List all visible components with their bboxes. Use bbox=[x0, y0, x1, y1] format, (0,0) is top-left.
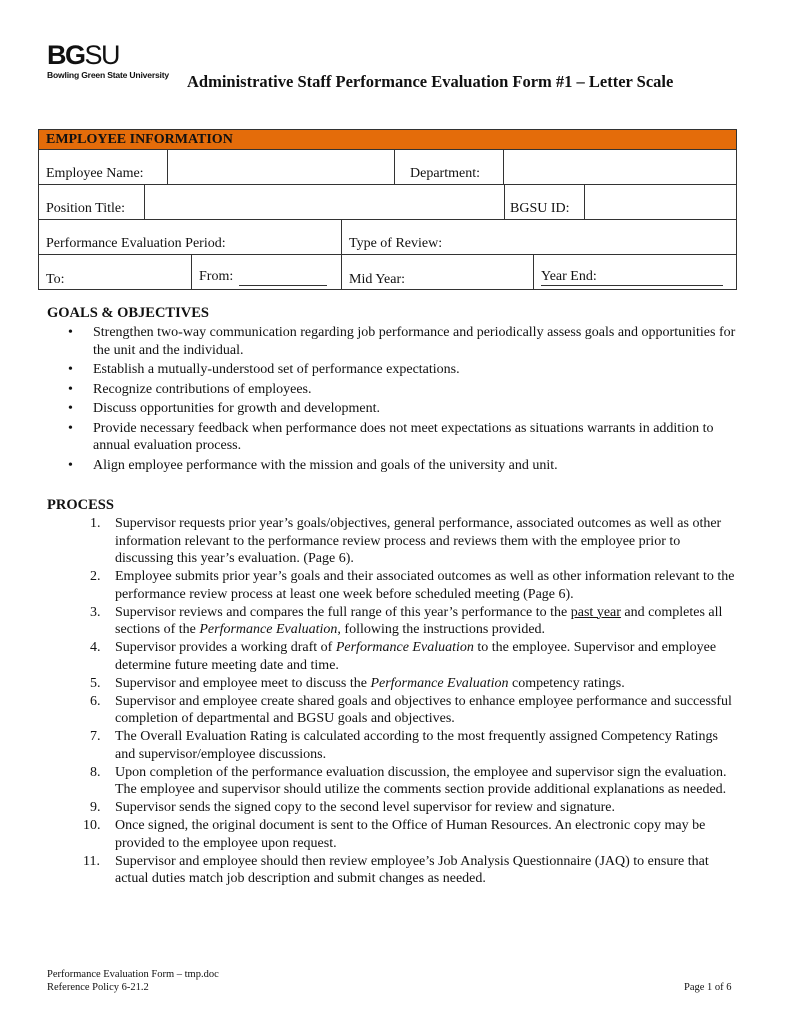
logo-mark bbox=[47, 42, 169, 69]
footer-doc-name: Performance Evaluation Form – tmp.doc bbox=[47, 969, 219, 980]
goal-text: Strengthen two-way communication regarding job performance and periodically assess goals and opportunities for the unit and the individual. bbox=[93, 325, 736, 358]
employee-name-label: Employee Name: bbox=[46, 166, 144, 181]
to-label: To: bbox=[46, 272, 65, 287]
list-item bbox=[47, 400, 737, 418]
list-item bbox=[47, 853, 737, 888]
row-dates bbox=[39, 255, 736, 289]
goals-heading: GOALS & OBJECTIVES bbox=[47, 305, 209, 321]
list-item bbox=[47, 604, 737, 639]
goal-text: Establish a mutually-understood set of performance expectations. bbox=[93, 362, 460, 377]
row-period-type bbox=[39, 220, 736, 255]
goal-text: Recognize contributions of employees. bbox=[93, 381, 312, 397]
step-text: to the employee. Supervisor and employee determine future meeting date and time. bbox=[115, 640, 717, 673]
page-title: Administrative Staff Performance Evaluation Form #1 – Letter Scale bbox=[187, 72, 674, 91]
type-of-review-label: Type of Review: bbox=[349, 236, 443, 251]
step-number: 5. bbox=[90, 675, 101, 691]
footer-policy: Reference Policy 6-21.2 bbox=[47, 981, 149, 993]
step-italic-text: Performance Evaluation bbox=[199, 622, 338, 637]
bullet-icon: • bbox=[68, 325, 73, 340]
list-item bbox=[47, 693, 737, 728]
step-number: 7. bbox=[90, 729, 101, 744]
bgsu-id-label: BGSU ID: bbox=[510, 201, 570, 216]
list-item bbox=[47, 764, 737, 799]
list-item bbox=[47, 568, 737, 603]
step-text: and completes all sections of the bbox=[115, 604, 723, 637]
goal-text: Provide necessary feedback when performance does not meet expectations as situations warrants in addition to annual evaluation process. bbox=[93, 420, 714, 453]
step-number: 3. bbox=[90, 604, 101, 620]
mid-year-label: Mid Year: bbox=[349, 272, 406, 287]
evaluation-period-label: Performance Evaluation Period: bbox=[46, 236, 226, 251]
divider bbox=[341, 255, 342, 289]
step-text: Supervisor requests prior year’s goals/objectives, general performance, associated outcomes as well as other information relevant to the performance review process and reviews them with the employee prior to discussing this year’s evaluation. (Page 6). bbox=[115, 516, 722, 566]
step-number: 9. bbox=[90, 800, 101, 815]
step-number: 10. bbox=[83, 818, 101, 833]
step-text: Supervisor sends the signed copy to the second level supervisor for review and signature. bbox=[115, 800, 615, 815]
bgsu-id-field[interactable] bbox=[585, 185, 736, 219]
step-text: Once signed, the original document is sent to the Office of Human Resources. An electronic copy may be provided to the employee upon request. bbox=[115, 818, 706, 851]
bullet-icon: • bbox=[68, 362, 73, 377]
list-item bbox=[47, 324, 737, 359]
logo-mark-light: SU bbox=[84, 40, 120, 70]
step-number: 2. bbox=[90, 569, 101, 584]
step-text: Supervisor reviews and compares the full range of this year’s performance to the bbox=[115, 604, 571, 620]
list-item bbox=[47, 817, 737, 852]
process-list bbox=[47, 515, 737, 888]
list-item bbox=[47, 799, 737, 817]
bullet-icon: • bbox=[68, 420, 73, 436]
step-number: 1. bbox=[90, 516, 101, 531]
step-number: 8. bbox=[90, 764, 101, 780]
divider bbox=[191, 255, 192, 289]
list-item bbox=[47, 675, 737, 693]
step-italic-text: Performance Evaluation bbox=[370, 675, 509, 691]
step-text: Employee submits prior year’s goals and their associated outcomes as well as other information relevant to the performance review process at least one week before scheduled meeting (Page 6). bbox=[115, 569, 735, 602]
list-item bbox=[47, 420, 737, 455]
step-number: 4. bbox=[90, 640, 101, 655]
process-heading: PROCESS bbox=[47, 497, 114, 513]
department-field[interactable] bbox=[504, 150, 736, 184]
logo-mark-bold: BG bbox=[47, 40, 85, 70]
list-item bbox=[47, 728, 737, 763]
list-item bbox=[47, 639, 737, 674]
step-text: Supervisor and employee create shared goals and objectives to enhance employee performance and successful completion of departmental and BGSU goals and objectives. bbox=[115, 693, 732, 726]
page-number: Page 1 of 6 bbox=[684, 982, 732, 993]
step-number: 6. bbox=[90, 693, 101, 709]
step-text: , following the instructions provided. bbox=[337, 622, 546, 637]
list-item bbox=[47, 381, 737, 399]
bullet-icon: • bbox=[68, 401, 73, 416]
position-title-label: Position Title: bbox=[46, 201, 125, 216]
footer-left bbox=[47, 969, 219, 994]
year-end-underline[interactable] bbox=[541, 285, 723, 286]
divider bbox=[504, 185, 505, 219]
from-underline[interactable] bbox=[239, 285, 327, 286]
year-end-label: Year End: bbox=[541, 269, 597, 284]
logo-subtitle: Bowling Green State University bbox=[47, 70, 169, 80]
row-name-department bbox=[39, 150, 736, 185]
from-label: From: bbox=[199, 269, 234, 284]
list-item bbox=[47, 361, 737, 379]
step-number: 11. bbox=[83, 853, 100, 869]
divider bbox=[341, 220, 342, 254]
bgsu-logo bbox=[47, 42, 169, 80]
employee-info-header: EMPLOYEE INFORMATION bbox=[39, 130, 736, 150]
list-item bbox=[47, 515, 737, 568]
position-title-field[interactable] bbox=[145, 185, 504, 219]
goal-text: Align employee performance with the mission and goals of the university and unit. bbox=[93, 457, 558, 473]
step-text: Supervisor and employee meet to discuss the bbox=[115, 675, 371, 691]
bullet-icon: • bbox=[68, 457, 73, 473]
goals-list bbox=[47, 324, 737, 476]
row-position-id bbox=[39, 185, 736, 220]
step-underlined-text: past year bbox=[570, 604, 621, 620]
bullet-icon: • bbox=[68, 381, 73, 397]
goal-text: Discuss opportunities for growth and development. bbox=[93, 401, 380, 416]
step-text: The Overall Evaluation Rating is calculated according to the most frequently assigned Competency Ratings and supervisor/employee discussions. bbox=[115, 729, 718, 762]
employee-info-table bbox=[38, 129, 737, 290]
divider bbox=[394, 150, 395, 184]
step-text: Supervisor provides a working draft of bbox=[115, 640, 336, 655]
step-text: Upon completion of the performance evaluation discussion, the employee and supervisor sign the evaluation. The employee and supervisor should utilize the comments section provide additional explanations as needed. bbox=[115, 764, 727, 797]
step-text: competency ratings. bbox=[508, 675, 625, 691]
step-italic-text: Performance Evaluation bbox=[335, 640, 474, 655]
employee-name-field[interactable] bbox=[168, 150, 394, 184]
divider bbox=[533, 255, 534, 289]
step-text: Supervisor and employee should then review employee’s Job Analysis Questionnaire (JAQ) to ensure that actual duties match job description and submit changes as needed. bbox=[115, 853, 709, 886]
list-item bbox=[47, 457, 737, 475]
department-label: Department: bbox=[410, 166, 480, 181]
